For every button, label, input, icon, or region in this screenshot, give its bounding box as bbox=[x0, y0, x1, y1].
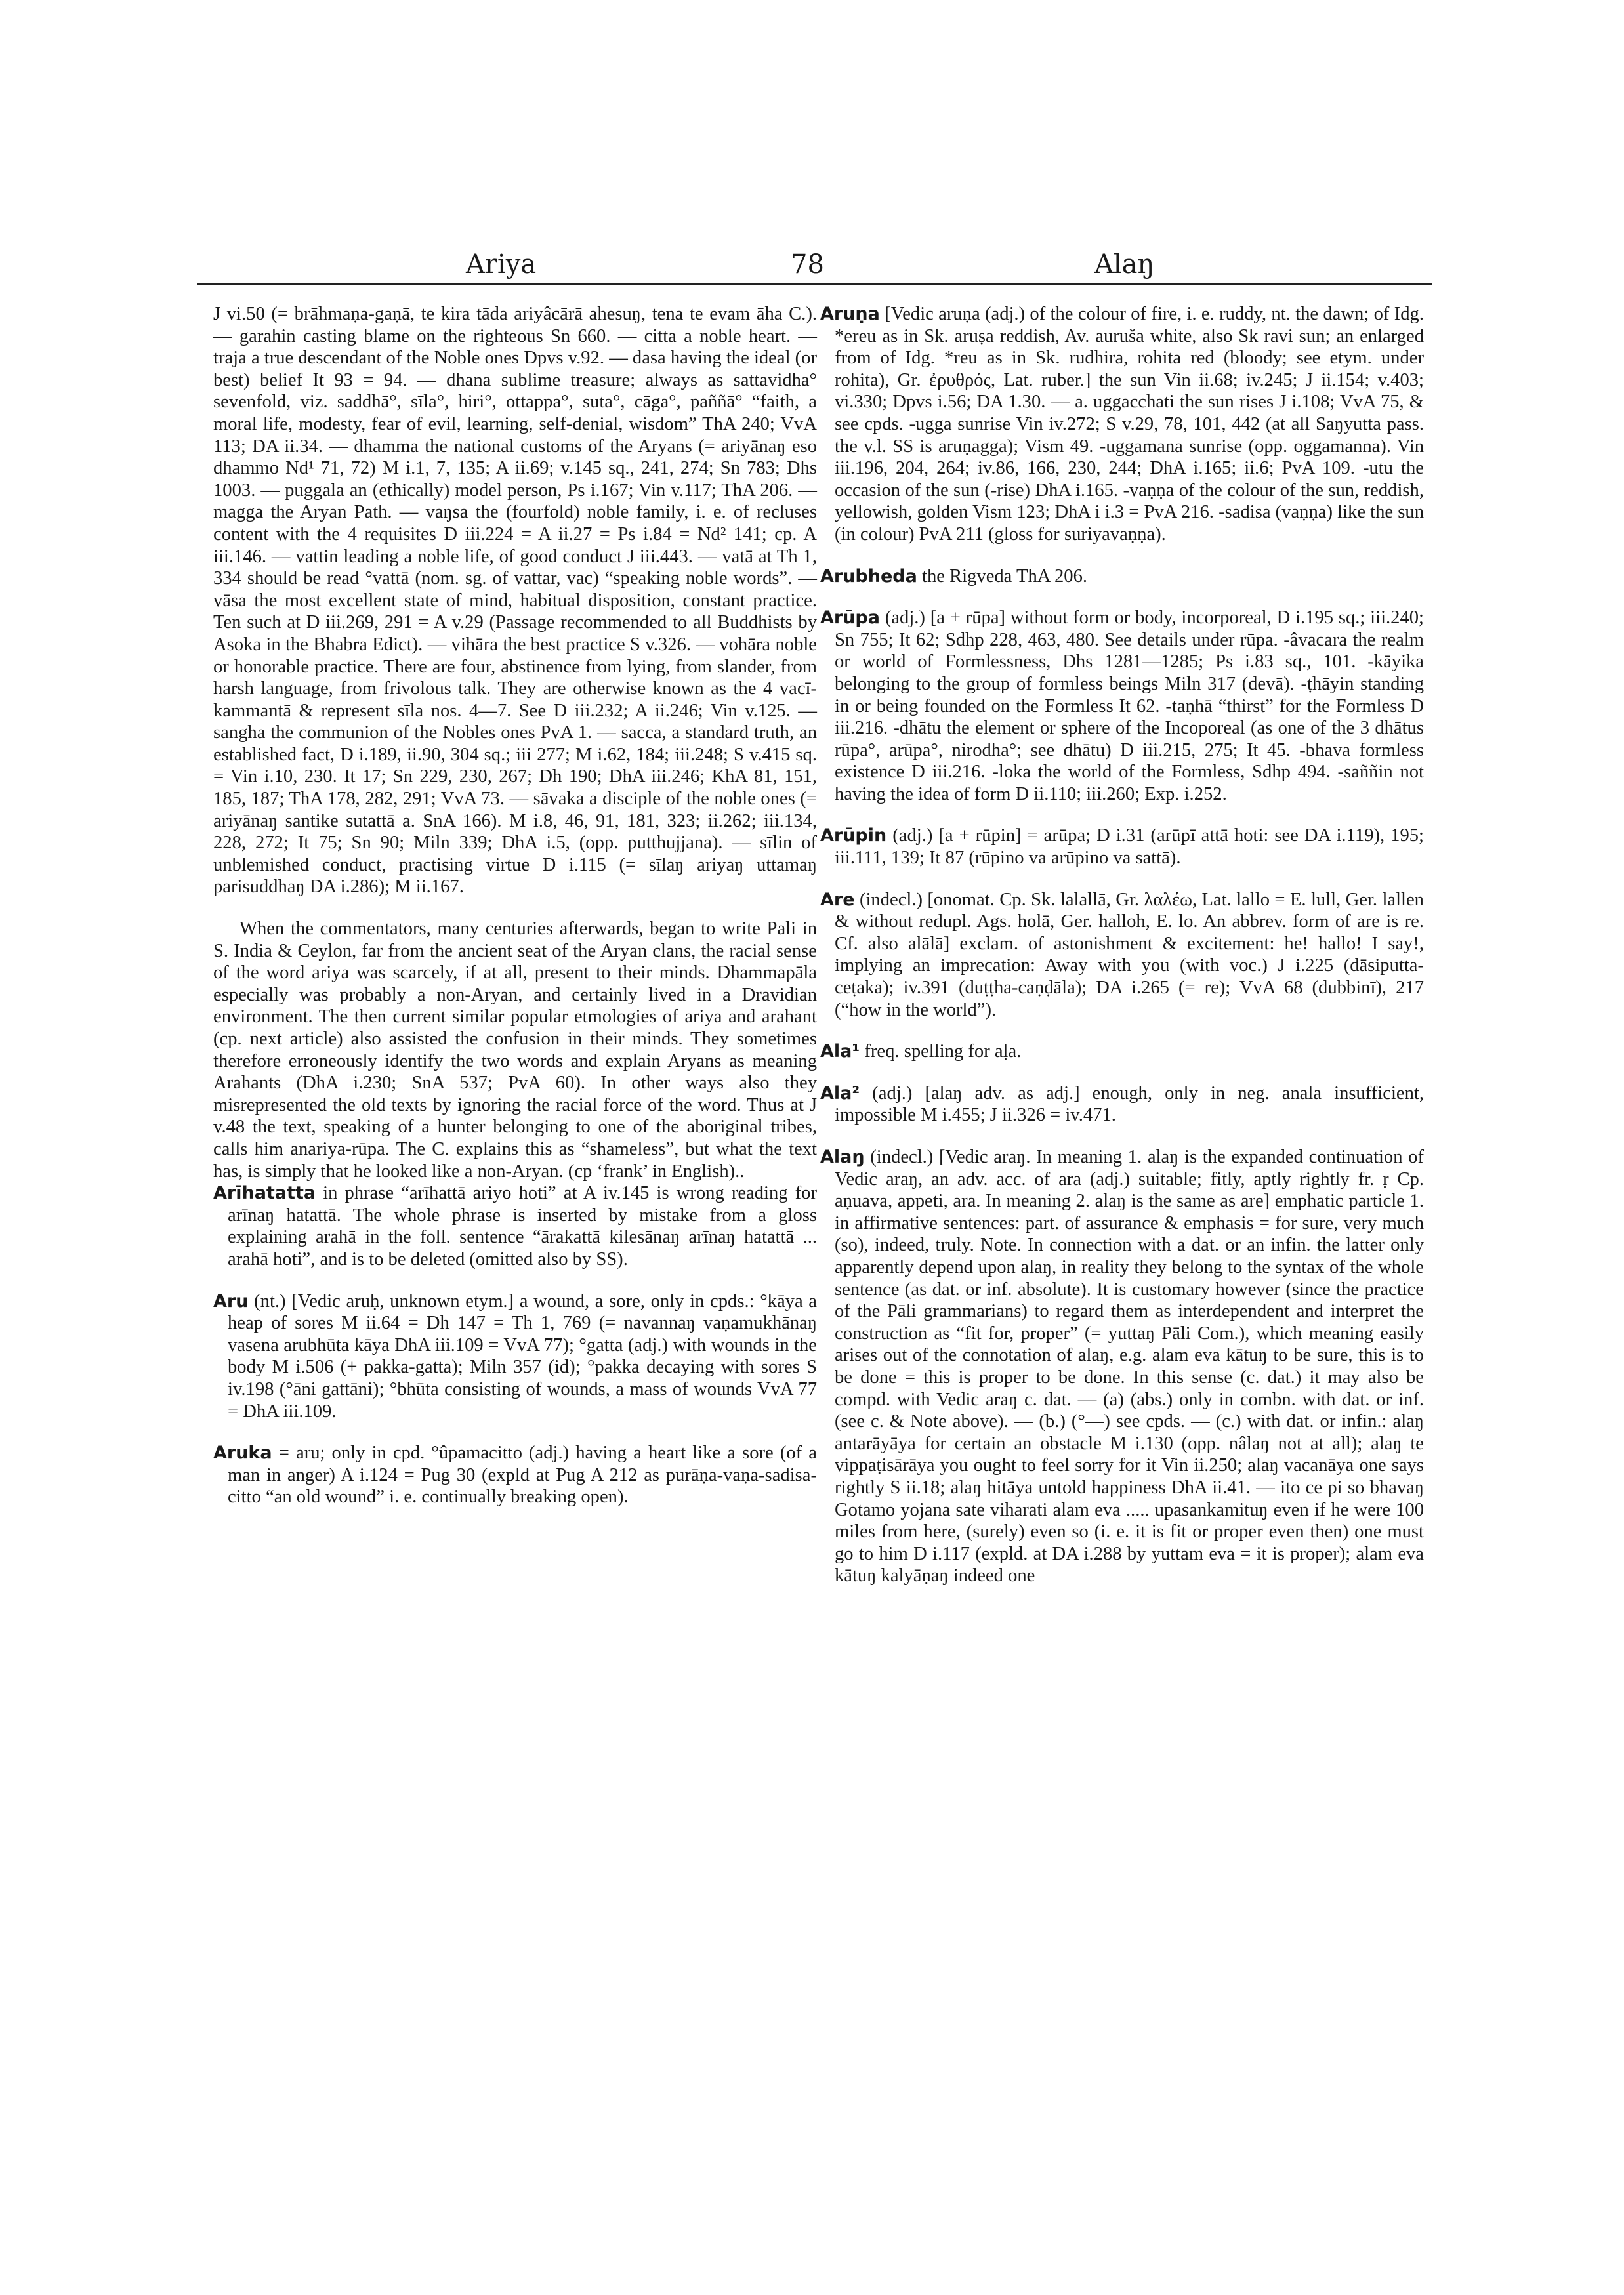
running-header bbox=[197, 249, 1430, 286]
entry-definition: (adj.) [alaŋ adv. as adj.] enough, only in neg. anala insufficient, impossible M i.455; J ii.326 = iv.471. bbox=[835, 1083, 1424, 1126]
dictionary-entry bbox=[213, 1291, 817, 1423]
dictionary-entry bbox=[820, 1146, 1424, 1587]
dictionary-entry bbox=[820, 303, 1424, 546]
entry-headword: Ala² bbox=[820, 1083, 860, 1104]
dictionary-entry bbox=[820, 1083, 1424, 1127]
entry-definition: in phrase “arīhattā ariyo hoti” at A iv.145 is wrong reading for arīnaŋ hatattā. The whole phrase is inserted by mistake from a gloss explaining arahā in the foll. sentence “ārakattā kilesānaŋ arīnaŋ hatattā ... arahā hoti”, and is to be deleted (omitted also by SS). bbox=[228, 1183, 817, 1270]
dictionary-entry bbox=[820, 889, 1424, 1022]
entry-headword: Ala¹ bbox=[820, 1041, 860, 1062]
right-column bbox=[820, 303, 1424, 1607]
page-number: 78 bbox=[791, 249, 824, 279]
continued-entry: J vi.50 (= brāhmaṇa-gaṇā, te kira tāda ariyâcārā ahesuŋ, tena te evam āha C.). — garahin casting blame on the righteous Sn 660. — citta a noble heart. — traja a true descendant of the Noble ones Dpvs v.92. — dasa having the ideal (or best) belief It 93 = 94. — dhana sublime treasure; always as sattavidha° sevenfold, viz. saddhā°, sīla°, hiri°, ottappa°, suta°, cāga°, paññā° “faith, a moral life, modesty, fear of evil, learning, self-denial, wisdom” ThA 240; VvA 113; DA ii.34. — dhamma the national customs of the Aryans (= ariyānaŋ eso dhammo Nd¹ 71, 72) M i.1, 7, 135; A ii.69; v.145 sq., 241, 274; Sn 783; Dhs 1003. — puggala an (ethically) model person, Ps i.167; Vin v.117; ThA 206. — magga the Aryan Path. — vaŋsa the (fourfold) noble family, i. e. of recluses content with the 4 requisites D iii.224 = A ii.27 = Ps i.84 = Nd² 141; cp. A iii.146. — vattin leading a noble life, of good conduct J iii.443. — vatā at Th 1, 334 should be read °vattā (nom. sg. of vattar, vac) “speaking noble words”. — vāsa the most excellent state of mind, habitual disposition, constant practice. Ten such at D iii.269, 291 = A v.29 (Passage recommended to all Buddhists by Asoka in the Bhabra Edict). — vihāra the best practice S v.326. — vohāra noble or honorable practice. There are four, abstinence from lying, from slander, from harsh language, from frivolous talk. They are otherwise known as the 4 vacī-kammantā & represent sīla nos. 4—7. See D iii.232; A ii.246; Vin v.125. — sangha the communion of the Nobles ones PvA 1. — sacca, a standard truth, an established fact, D i.189, ii.90, 304 sq.; iii 277; M i.62, 184; iii.248; S v.415 sq. = Vin i.10, 230. It 17; Sn 229, 230, 267; Dh 190; DhA iii.246; KhA 81, 151, 185, 187; ThA 178, 282, 291; VvA 73. — sāvaka a disciple of the noble ones (= ariyānaŋ santike sutattā a. SnA 166). M i.8, 46, 91, 181, 323; ii.262; iii.134, 228, 272; It 75; Sn 90; Miln 339; DhA i.5, (opp. putthujjana). — sīlin of unblemished conduct, practising virtue D i.115 (= sīlaŋ ariyaŋ uttamaŋ parisuddhaŋ DA i.286); M ii.167. bbox=[213, 304, 817, 898]
dictionary-entry bbox=[213, 1182, 817, 1270]
commentary-paragraph: When the commentators, many centuries afterwards, began to write Pali in S. India & Ceylon, far from the ancient seat of the Aryan clans, the racial sense of the word ariya was scarcely, if at all, present to their minds. Dhammapāla especially was probably a non-Aryan, and certainly lived in a Dravidian environment. The then current similar popular etmologies of ariya and arahant (cp. next article) also assisted the confusion in their minds. They sometimes therefore erroneously identify the two words and explain Aryans as meaning Arahants (DhA i.230; SnA 537; PvA 60). In other ways also they misrepresented the old texts by ignoring the racial force of the word. Thus at J v.48 the text, speaking of a hunter belonging to one of the aboriginal tribes, calls him anariya-rūpa. The C. explains this as “shameless”, but what the text has, is simply that he looked like a non-Aryan. (cp ‘frank’ in English).. bbox=[213, 919, 817, 1182]
entry-definition: (indecl.) [Vedic araŋ. In meaning 1. alaŋ is the expanded continuation of Vedic araŋ, an adv. acc. of ara (adj.) suitable; fitly, aptly rightly fr. ṛ Cp. aṇuava, appeti, ara. In meaning 2. alaŋ is the same as are] emphatic particle 1. in affirmative sentences: part. of assurance & emphasis = for sure, very much (so), indeed, truly. Note. In connection with a dat. or an infin. the latter only apparently depend upon alaŋ, in reality they belong to the syntax of the whole sentence (as dat. or inf. absolute). It is customary however (since the practice of the Pāli grammarians) to regard them as interdependent and interpret the construction as “fit for, proper” (= yuttaŋ Pāli Com.), which meaning easily arises out of the connotation of alaŋ, e.g. alam eva kātuŋ to be sure, this is to be done = this is proper to be done. In this sense (c. dat.) it may also be compd. with Vedic araŋ c. dat. — (a) (abs.) only in combn. with dat. or inf. (see c. & Note above). — (b.) (°—) see cpds. — (c.) with dat. or infin.: alaŋ antarāyāya for certain an obstacle M i.130 (opp. nâlaŋ not at all); alaŋ te vippaṭisārāya you ought to feel sorry for it Vin ii.250; alaŋ vacanāya one says rightly S ii.18; alaŋ hitāya untold happiness DhA ii.41. — ito ce pi so bhavaŋ Gotamo yojana sate viharati alam eva ..... upasankamituŋ even if he were 100 miles from here, (surely) even so (i. e. it is fit or proper even then) one must go to him D i.117 (expld. at DA i.288 by yuttam eva = it is proper); alam eva kātuŋ kalyāṇaŋ indeed one bbox=[835, 1147, 1424, 1586]
entry-headword: Arīhatatta bbox=[213, 1183, 316, 1204]
header-right-word: Alaŋ bbox=[1094, 249, 1155, 279]
entry-definition: (adj.) [a + rūpa] without form or body, incorporeal, D i.195 sq.; iii.240; Sn 755; It 62; Sdhp 228, 463, 480. See details under rūpa. -âvacara the realm or world of Formlessness, Dhs 1281—1285; Ps i.83 sq., 101. -kāyika belonging to the group of formless beings Miln 317 (devā). -ṭhāyin standing in or being founded on the Formless It 62. -taṇhā “thirst” for the Formless D iii.216. -dhātu the element or sphere of the Incoporeal (as one of the 3 dhātus rūpa°, arūpa°, nirodha°; see dhātu) D iii.215, 275; It 45. -bhava formless existence D iii.216. -loka the world of the Formless, Sdhp 494. -saññin not having the idea of form D ii.110; iii.260; Exp. i.252. bbox=[835, 608, 1424, 804]
entry-definition: = aru; only in cpd. °ûpamacitto (adj.) having a heart like a sore (of a man in anger) A i.124 = Pug 30 (expld at Pug A 212 as purāṇa-vaṇa-sadisa-citto “an old wound” i. e. continually breaking open). bbox=[228, 1443, 817, 1508]
entry-headword: Arūpin bbox=[820, 825, 887, 846]
dictionary-entry bbox=[820, 825, 1424, 869]
entry-headword: Alaŋ bbox=[820, 1147, 865, 1167]
entry-headword: Arubheda bbox=[820, 566, 917, 587]
dictionary-entry bbox=[213, 1442, 817, 1508]
entry-definition: (adj.) [a + rūpin] = arūpa; D i.31 (arūpī attā hoti: see DA i.119), 195; iii.111, 139; It 87 (rūpino va arūpino va sattā). bbox=[835, 825, 1424, 869]
entry-headword: Arūpa bbox=[820, 608, 880, 629]
entry-definition: (indecl.) [onomat. Cp. Sk. lalallā, Gr. λαλέω, Lat. lallo = E. lull, Ger. lallen & without redupl. Ags. holā, Ger. halloh, E. lo. An abbrev. form of are is re. Cf. also alālā] exclam. of astonishment & excitement: he! hallo! I say!, implying an imprecation: Away with you (with voc.) J i.225 (dāsiputta-ceṭaka); iv.391 (duṭṭha-caṇḍāla); DA i.265 (= re); VvA 68 (dubbinī), 217 (“how in the world”). bbox=[835, 889, 1424, 1020]
dictionary-entry bbox=[820, 566, 1424, 588]
entry-definition: freq. spelling for aḷa. bbox=[864, 1041, 1022, 1062]
entry-definition: the Rigveda ThA 206. bbox=[922, 566, 1088, 587]
left-column bbox=[213, 303, 817, 1528]
entry-definition: (nt.) [Vedic aruḥ, unknown etym.] a wound, a sore, only in cpds.: °kāya a heap of sores M ii.64 = Dh 147 = Th 1, 769 (= navannaŋ vaṇamukhānaŋ vasena arubhūta kāya DhA iii.109 = VvA 77); °gatta (adj.) with wounds in the body M i.506 (+ pakka-gatta); Miln 357 (id); °pakka decaying with sores S iv.198 (°āni gattāni); °bhūta consisting of wounds, a mass of wounds VvA 77 = DhA iii.109. bbox=[228, 1291, 818, 1422]
dictionary-entry bbox=[820, 607, 1424, 805]
dictionary-entry bbox=[820, 1041, 1424, 1063]
header-left-word: Ariya bbox=[466, 249, 537, 279]
entry-headword: Are bbox=[820, 889, 855, 910]
entry-headword: Aruṇa bbox=[820, 304, 880, 324]
entry-headword: Aru bbox=[213, 1291, 249, 1312]
header-rule bbox=[197, 283, 1432, 285]
entry-definition: [Vedic aruṇa (adj.) of the colour of fire, i. e. ruddy, nt. the dawn; of Idg. *ereu as in Sk. aruṣa reddish, Av. auruša white, also Sk ravi sun; an enlarged from of Idg. *reu as in Sk. rudhira, rohita red (bloody; see etym. under rohita), Gr. ἐρυθρός, Lat. ruber.] the sun Vin ii.68; iv.245; J ii.154; v.403; vi.330; Dpvs i.56; DA 1.30. — a. uggacchati the sun rises J i.108; VvA 75, & see cpds. -ugga sunrise Vin iv.272; S v.29, 78, 101, 442 (at all Saŋyutta pass. the v.l. SS is aruṇagga); Vism 49. -uggamana sunrise (opp. oggamanna). Vin iii.196, 204, 264; iv.86, 166, 230, 244; DhA i.165; ii.6; PvA 109. -utu the occasion of the sun (-rise) DhA i.165. -vaṇṇa of the colour of the sun, reddish, yellowish, golden Vism 123; DhA i i.3 = PvA 216. -sadisa (vaṇṇa) like the sun (in colour) PvA 211 (gloss for suriyavaṇṇa). bbox=[835, 304, 1424, 545]
entry-headword: Aruka bbox=[213, 1443, 272, 1464]
